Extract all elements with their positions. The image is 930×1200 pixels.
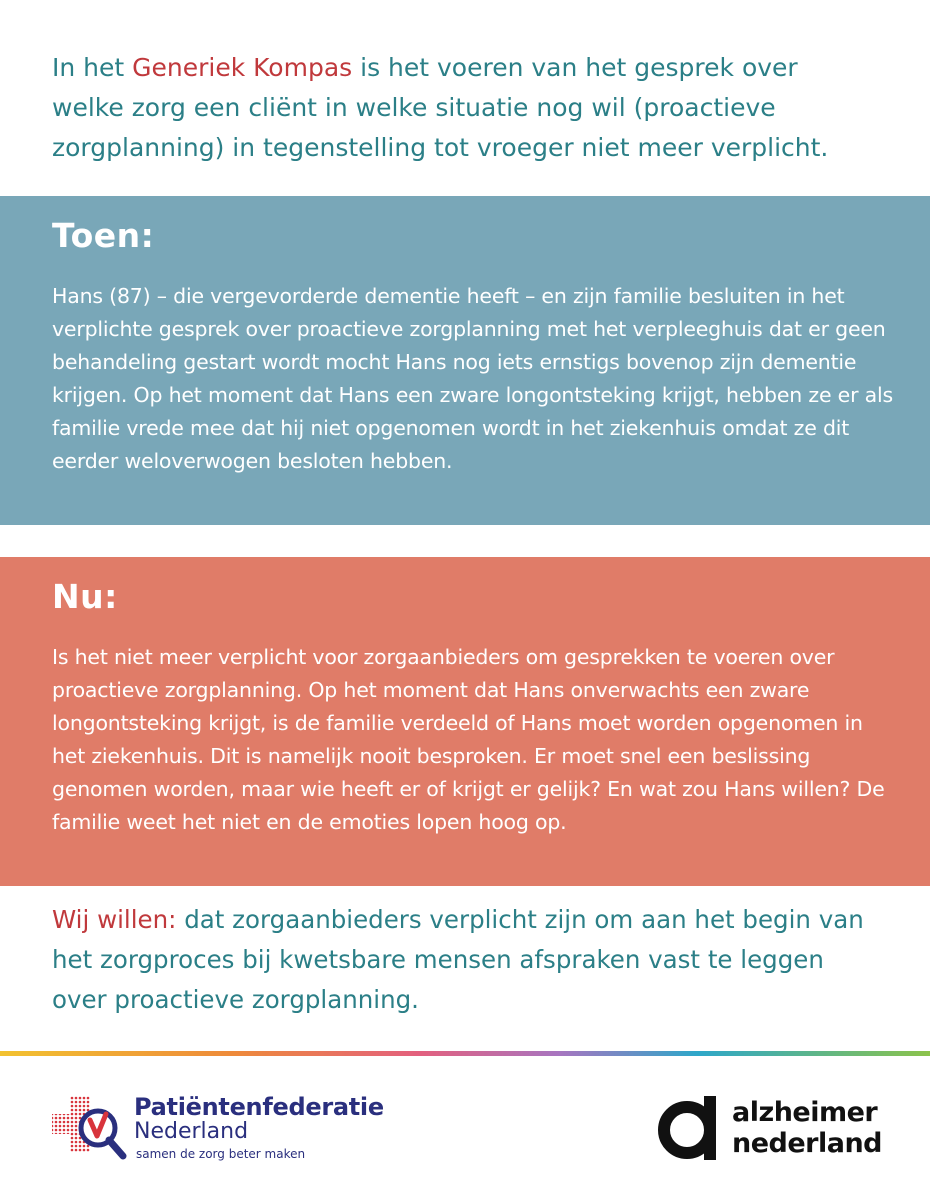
alzheimer-nederland-logo — [656, 1093, 896, 1165]
alzheimer-a-logo-icon — [656, 1093, 720, 1163]
closing-text: dat zorgaanbieders verplicht zijn om aan het begin van het zorgproces bij kwetsbare mensen afspraken vast te leggen over proactieve zorgplanning. — [52, 905, 864, 1014]
alzheimer-wordmark — [732, 1097, 882, 1159]
toen-heading: Toen: — [52, 216, 155, 255]
patientenfederatie-logo-icon — [50, 1092, 130, 1168]
alzheimer-line2: nederland — [732, 1128, 883, 1159]
closing-statement — [52, 900, 872, 1020]
intro-highlight-generiek-kompas: Generiek Kompas — [132, 53, 353, 82]
intro-before: In het — [52, 53, 133, 82]
closing-highlight: Wij willen: — [52, 905, 177, 934]
intro-text — [52, 48, 872, 168]
toen-body: Hans (87) – die vergevorderde dementie heeft – en zijn familie besluiten in het verplichte gesprek over proactieve zorgplanning met het verpleeghuis dat er geen behandeling gestart wordt mocht Hans nog iets ernstigs bovenop zijn dementie krijgen. Op het moment dat Hans een zware longontsteking krijgt, hebben ze er als familie vrede mee dat hij niet opgenomen wordt in het ziekenhuis omdat ze dit eerder weloverwogen besloten hebben. — [52, 284, 893, 473]
rainbow-divider — [0, 1051, 930, 1056]
alzheimer-line1: alzheimer — [732, 1097, 878, 1128]
patientenfederatie-title: Patiëntenfederatie — [134, 1093, 384, 1121]
intro-after: is het voeren van het gesprek over welke zorg een cliënt in welke situatie nog wil (proactieve zorgplanning) in tegenstelling tot vroeger niet meer verplicht. — [52, 53, 829, 162]
toen-section — [0, 196, 930, 525]
patientenfederatie-subtitle: Nederland — [134, 1119, 249, 1144]
patientenfederatie-logo — [50, 1090, 384, 1170]
patientenfederatie-tagline: samen de zorg beter maken — [136, 1147, 306, 1161]
nu-body: Is het niet meer verplicht voor zorgaanbieders om gesprekken te voeren over proactieve zorgplanning. Op het moment dat Hans onverwachts een zware longontsteking krijgt, is de familie verdeeld of Hans moet worden opgenomen in het ziekenhuis. Dit is namelijk nooit besproken. Er moet snel een beslissing genomen worden, maar wie heeft er of krijgt er gelijk? En wat zou Hans willen? De familie weet het niet en de emoties lopen hoog op. — [52, 645, 885, 834]
nu-section — [0, 557, 930, 886]
nu-heading: Nu: — [52, 577, 118, 616]
